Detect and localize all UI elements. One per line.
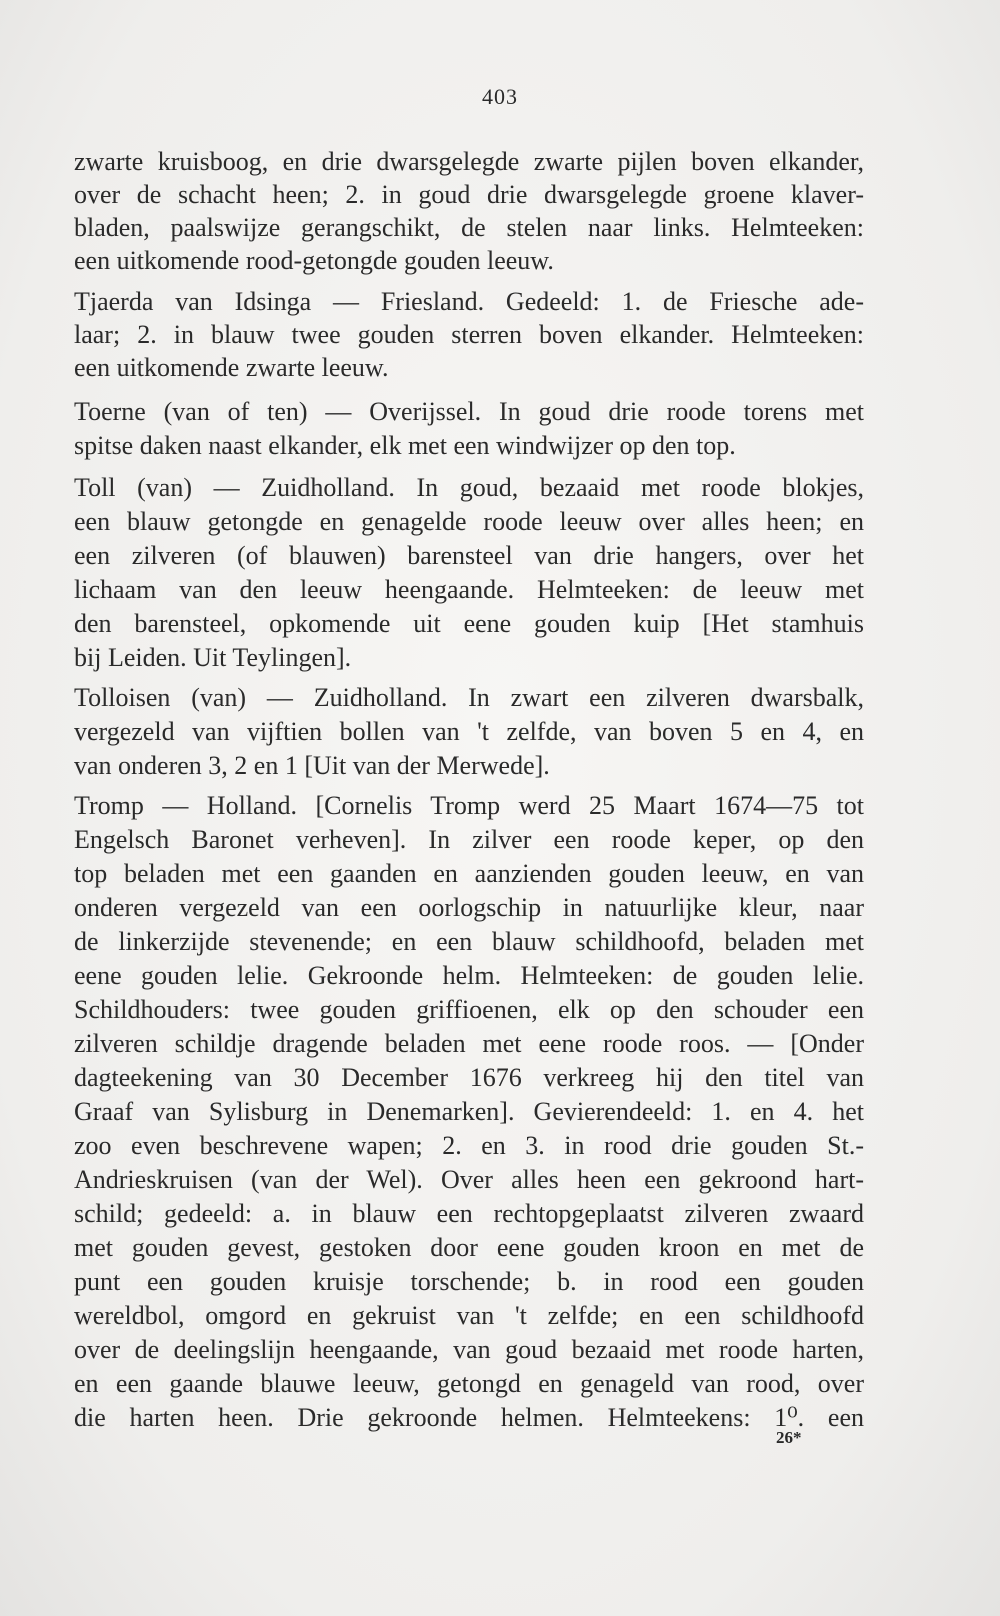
text-line: Andrieskruisen (van der Wel). Over alles heen een gekroond hart-	[74, 1165, 864, 1194]
entry-heading-line: Tromp — Holland. [Cornelis Tromp werd 25 Maart 1674—75 tot	[74, 791, 864, 820]
text-line: wereldbol, omgord en gekruist van 't zelfde; en een schildhoofd	[74, 1301, 864, 1330]
text-line: vergezeld van vijftien bollen van 't zelfde, van boven 5 en 4, en	[74, 717, 864, 746]
page-number: 403	[482, 84, 518, 109]
text-line: onderen vergezeld van een oorlogschip in natuurlijke kleur, naar	[74, 893, 864, 922]
text-line: en een gaande blauwe leeuw, getongd en genageld van rood, over	[74, 1369, 864, 1398]
text-line: lichaam van den leeuw heengaande. Helmteeken: de leeuw met	[74, 575, 864, 604]
text-line: Engelsch Baronet verheven]. In zilver een roode keper, op den	[74, 825, 864, 854]
entry-heading-line: Tolloisen (van) — Zuidholland. In zwart een zilveren dwarsbalk,	[74, 683, 864, 712]
text-line: bladen, paalswijze gerangschikt, de stelen naar links. Helmteeken:	[74, 213, 864, 242]
text-line: van onderen 3, 2 en 1 [Uit van der Merwede].	[74, 751, 550, 780]
text-line: die harten heen. Drie gekroonde helmen. Helmteekens: 1⁰. een	[74, 1403, 864, 1432]
text-line: spitse daken naast elkander, elk met een windwijzer op den top.	[74, 431, 736, 460]
entry-heading-line: Toerne (van of ten) — Overijssel. In goud drie roode torens met	[74, 397, 864, 426]
text-line: over de schacht heen; 2. in goud drie dwarsgelegde groene klaver-	[74, 180, 864, 209]
text-line: Graaf van Sylisburg in Denemarken]. Gevierendeeld: 1. en 4. het	[74, 1097, 864, 1126]
text-line: over de deelingslijn heengaande, van goud bezaaid met roode harten,	[74, 1335, 864, 1364]
text-line: een blauw getongde en genagelde roode leeuw over alles heen; en	[74, 507, 864, 536]
text-line: top beladen met een gaanden en aanzienden gouden leeuw, en van	[74, 859, 864, 888]
text-line: zilveren schildje dragende beladen met eene roode roos. — [Onder	[74, 1029, 864, 1058]
text-line: zwarte kruisboog, en drie dwarsgelegde zwarte pijlen boven elkander,	[74, 147, 864, 176]
text-line: laar; 2. in blauw twee gouden sterren boven elkander. Helmteeken:	[74, 320, 864, 349]
text-line: een uitkomende zwarte leeuw.	[74, 353, 389, 382]
entry-heading-line: Toll (van) — Zuidholland. In goud, bezaaid met roode blokjes,	[74, 473, 864, 502]
text-line: den barensteel, opkomende uit eene gouden kuip [Het stamhuis	[74, 609, 864, 638]
text-line: een zilveren (of blauwen) barensteel van drie hangers, over het	[74, 541, 864, 570]
text-line: met gouden gevest, gestoken door eene gouden kroon en met de	[74, 1233, 864, 1262]
text-line: Schildhouders: twee gouden griffioenen, elk op den schouder een	[74, 995, 864, 1024]
text-line: een uitkomende rood-getongde gouden leeuw.	[74, 246, 554, 275]
text-line: zoo even beschrevene wapen; 2. en 3. in rood drie gouden St.-	[74, 1131, 864, 1160]
entry-heading-line: Tjaerda van Idsinga — Friesland. Gedeeld: 1. de Friesche ade-	[74, 287, 864, 316]
text-line: de linkerzijde stevenende; en een blauw schildhoofd, beladen met	[74, 927, 864, 956]
signature-mark: 26*	[776, 1428, 802, 1447]
text-line: bij Leiden. Uit Teylingen].	[74, 643, 352, 672]
text-line: punt een gouden kruisje torschende; b. in rood een gouden	[74, 1267, 864, 1296]
text-line: eene gouden lelie. Gekroonde helm. Helmteeken: de gouden lelie.	[74, 961, 864, 990]
text-line: schild; gedeeld: a. in blauw een rechtopgeplaatst zilveren zwaard	[74, 1199, 864, 1228]
text-line: dagteekening van 30 December 1676 verkreeg hij den titel van	[74, 1063, 864, 1092]
